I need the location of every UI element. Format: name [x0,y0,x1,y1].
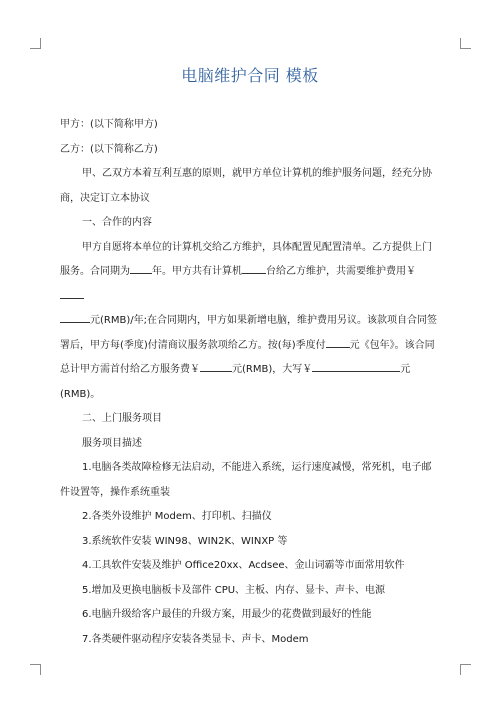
preamble-paragraph: 甲、乙双方本着互利互惠的原则，就甲方单位计算机的维护服务问题，经充分协商，决定订立本协议 [60,168,432,204]
blank-contract-years[interactable] [130,263,152,274]
document-title: 电脑维护合同 模板 [181,66,319,85]
document-body [60,113,438,652]
service-item-4: 4.工具软件安装及维护 Office20xx、Acdsee、金山词霸等市面常用软件 [82,560,405,571]
section-1-heading: 一、合作的内容 [82,217,152,228]
service-item-5: 5.增加及更换电脑板卡及部件 CPU、主板、内存、显卡、声卡、电源 [82,584,386,596]
crop-mark-bottom-right [460,664,471,675]
crop-mark-bottom-left [30,664,41,675]
section-1-text-7: 元(RMB)。 [60,364,411,400]
section-1-text-6: 元(RMB)，大写￥ [232,364,313,375]
party-b-line: 乙方：(以下简称乙方) [60,143,158,155]
service-item-3: 3.系统软件安装 WIN98、WIN2K、WINXP 等 [82,535,288,547]
section-1-text-2: 年。甲方共有计算机 [152,266,242,277]
section-1-text-1: 甲方自愿将本单位的计算机交给乙方维护，具体配置见配置清单。乙方提供上门服务。合同期为 [60,241,432,277]
blank-quarterly-payment[interactable] [326,337,350,348]
crop-mark-top-right [460,38,471,49]
blank-annual-fee-cont[interactable] [60,312,90,323]
section-1-text-3: 台给乙方维护，共需要维护费用￥ [266,266,416,277]
service-item-1: 1.电脑各类故障检修无法启动，不能进入系统，运行速度减慢，常死机，电子邮件设置等，操作系统重装 [60,462,432,498]
blank-first-payment[interactable] [200,361,232,372]
service-item-7: 7.各类硬件驱动程序安装各类显卡、声卡、Modem [82,633,309,645]
service-item-2: 2.各类外设维护 Modem、打印机、扫描仪 [82,511,272,522]
blank-computer-count[interactable] [242,263,266,274]
party-a-line: 甲方：(以下简称甲方) [60,119,158,130]
section-2-heading: 二、上门服务项目 [82,413,162,424]
crop-mark-top-left [30,38,41,49]
service-description-heading: 服务项目描述 [82,437,142,449]
blank-annual-fee[interactable] [60,288,84,299]
section-1-text-4: 元(RMB)/年;在合同期内，甲方如果新增电脑，维护费用另议。该款项自合同签署后，甲方每(季度)付清商议服务款项给乙方。按(每)季度付 [60,315,437,351]
section-1-paragraph [60,236,438,408]
section-1-text-5: 元《包年》。该合同总计甲方需首付给乙方服务费￥ [60,339,435,375]
blank-amount-in-words[interactable] [312,361,400,372]
service-item-6: 6.电脑升级给客户最佳的升级方案，用最少的花费做到最好的性能 [82,609,372,620]
